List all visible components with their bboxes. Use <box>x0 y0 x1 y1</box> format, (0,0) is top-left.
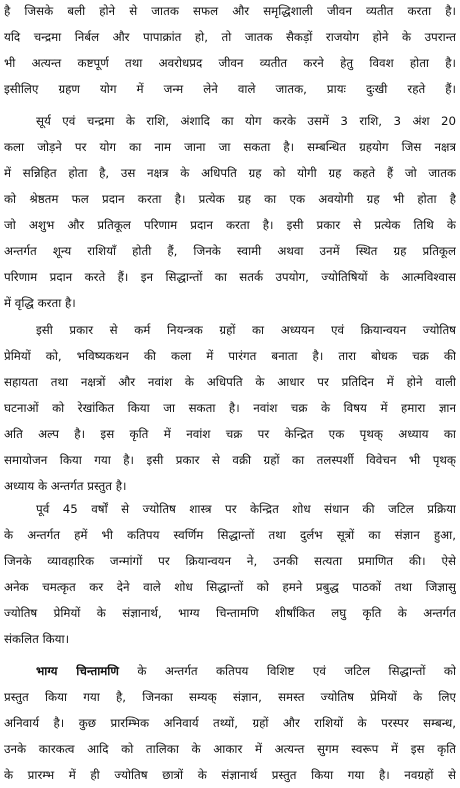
paragraph-2 <box>4 108 456 316</box>
text-line: पूर्व 45 वर्षों से ज्योतिष शास्त्र पर केन्द्रित शोध संधान की जटिल प्रक्रिया <box>36 502 456 516</box>
paragraph-1 <box>4 0 456 102</box>
text-line: ज्योतिष प्रेमियों के संज्ञानार्थ, भाग्य चिन्तामणि शीर्षांकित लघु कृति के अन्तर्गत <box>4 606 456 620</box>
text-line: में वृद्धि करता है। <box>4 296 76 310</box>
text-line: संकलित किया। <box>4 632 70 646</box>
text-line: इसीलिए ग्रहण योग में जन्म लेने वाले जातक, प्रायः दुःखी रहते हैं। <box>4 82 456 96</box>
text-line: परिणाम प्रदान करते हैं। इन सिद्धान्तों का सतर्क उपयोग, ज्योतिषियों के आत्मविश्वास <box>4 270 456 284</box>
text-line: अन्तर्गत शून्य राशियाँ होती हैं, जिनके स्वामी अथवा उनमें स्थित ग्रह प्रतिकूल <box>4 244 456 258</box>
paragraph-5 <box>4 658 456 788</box>
text-line: के अन्तर्गत हमें भी कतिपय स्वर्णिम सिद्धान्तों तथा दुर्लभ सूत्रों का संज्ञान हुआ, <box>4 528 456 542</box>
paragraph-3 <box>4 317 456 499</box>
text-line: प्रस्तुत किया गया है, जिनका सम्यक् संज्ञान, समस्त ज्योतिष प्रेमियों के लिए <box>4 690 456 704</box>
text-line: को श्रेष्ठतम फल प्रदान करता है। प्रत्येक ग्रह का एक अवयोगी ग्रह भी होता है <box>4 192 456 206</box>
paragraph-4 <box>4 496 456 652</box>
text-line: सूर्य एवं चन्द्रमा के राशि, अंशादि का योग करके उसमें 3 राशि, 3 अंश 20 <box>36 114 456 128</box>
text-line: अध्याय के अन्तर्गत प्रस्तुत है। <box>4 479 127 493</box>
text-line: अनेक चमत्कृत कर देने वाले शोध सिद्धान्तों को हमने प्रबुद्ध पाठकों तथा जिज्ञासु <box>4 580 456 594</box>
text-line: समायोजन किया गया है। इसी प्रकार से वक्री ग्रहों का तलस्पर्शी विवेचन भी पृथक् <box>4 453 456 467</box>
text-line <box>4 658 456 684</box>
text-line: सहायता तथा नक्षत्रों और नवांश के अधिपति के आधार पर प्रतिदिन में होने वाली <box>4 375 456 389</box>
text-line: घटनाओं को रेखांकित किया जा सकता है। नवांश चक्र के विषय में हमारा ज्ञान <box>4 401 456 415</box>
text-line: भी अत्यन्त कष्टपूर्ण तथा अवरोधप्रद जीवन व्यतीत करने हेतु विवश होता है। <box>4 56 456 70</box>
text-line: में सन्निहित होता है, उस नक्षत्र के अधिपति ग्रह को योगी ग्रह कहते हैं जो जातक <box>4 166 456 180</box>
text-line: के प्रारम्भ में ही ज्योतिष छात्रों के संज्ञानार्थ प्रस्तुत किया गया है। नवग्रहों से <box>4 768 456 782</box>
text-line: प्रेमियों को, भविष्यकथन की कला में पारंगत बनाता है। तारा बोधक चक्र की <box>4 349 456 363</box>
text-line: जो अशुभ और प्रतिकूल परिणाम प्रदान करता है। इसी प्रकार से प्रत्येक तिथि के <box>4 218 456 232</box>
text-run: के अन्तर्गत कतिपय विशिष्ट एवं जटिल सिद्धान्तों को <box>118 664 456 678</box>
text-line: यदि चन्द्रमा निर्बल और पापाक्रांत हो, तो जातक सैकड़ों राजयोग होने के उपरान्त <box>4 30 456 44</box>
text-line: उनके कारकत्व आदि को तालिका के आकार में अत्यन्त सुगम स्वरूप में इस कृति <box>4 742 456 756</box>
text-line: इसी प्रकार से कर्म नियन्त्रक ग्रहों का अध्ययन एवं क्रियान्वयन ज्योतिष <box>36 323 456 337</box>
text-line: जिनके व्यावहारिक जन्मांगों पर क्रियान्वयन ने, उनकी सत्यता प्रमाणित की। ऐसे <box>4 554 456 568</box>
book-title-bold: भाग्य चिन्तामणि <box>36 664 119 678</box>
text-line: अनिवार्य है। कुछ प्रारम्भिक अनिवार्य तथ्यों, ग्रहों और राशियों के परस्पर सम्बन्ध, <box>4 716 456 730</box>
text-line: है जिसके बली होने से जातक सफल और समृद्धिशाली जीवन व्यतीत करता है। <box>4 4 456 18</box>
text-line: कला जोड़ने पर योग का नाम जाना जा सकता है। सम्बन्धित ग्रहयोग जिस नक्षत्र <box>4 140 456 154</box>
text-line: अति अल्प है। इस कृति में नवांश चक्र पर केन्द्रित एक पृथक् अध्याय का <box>4 427 456 441</box>
